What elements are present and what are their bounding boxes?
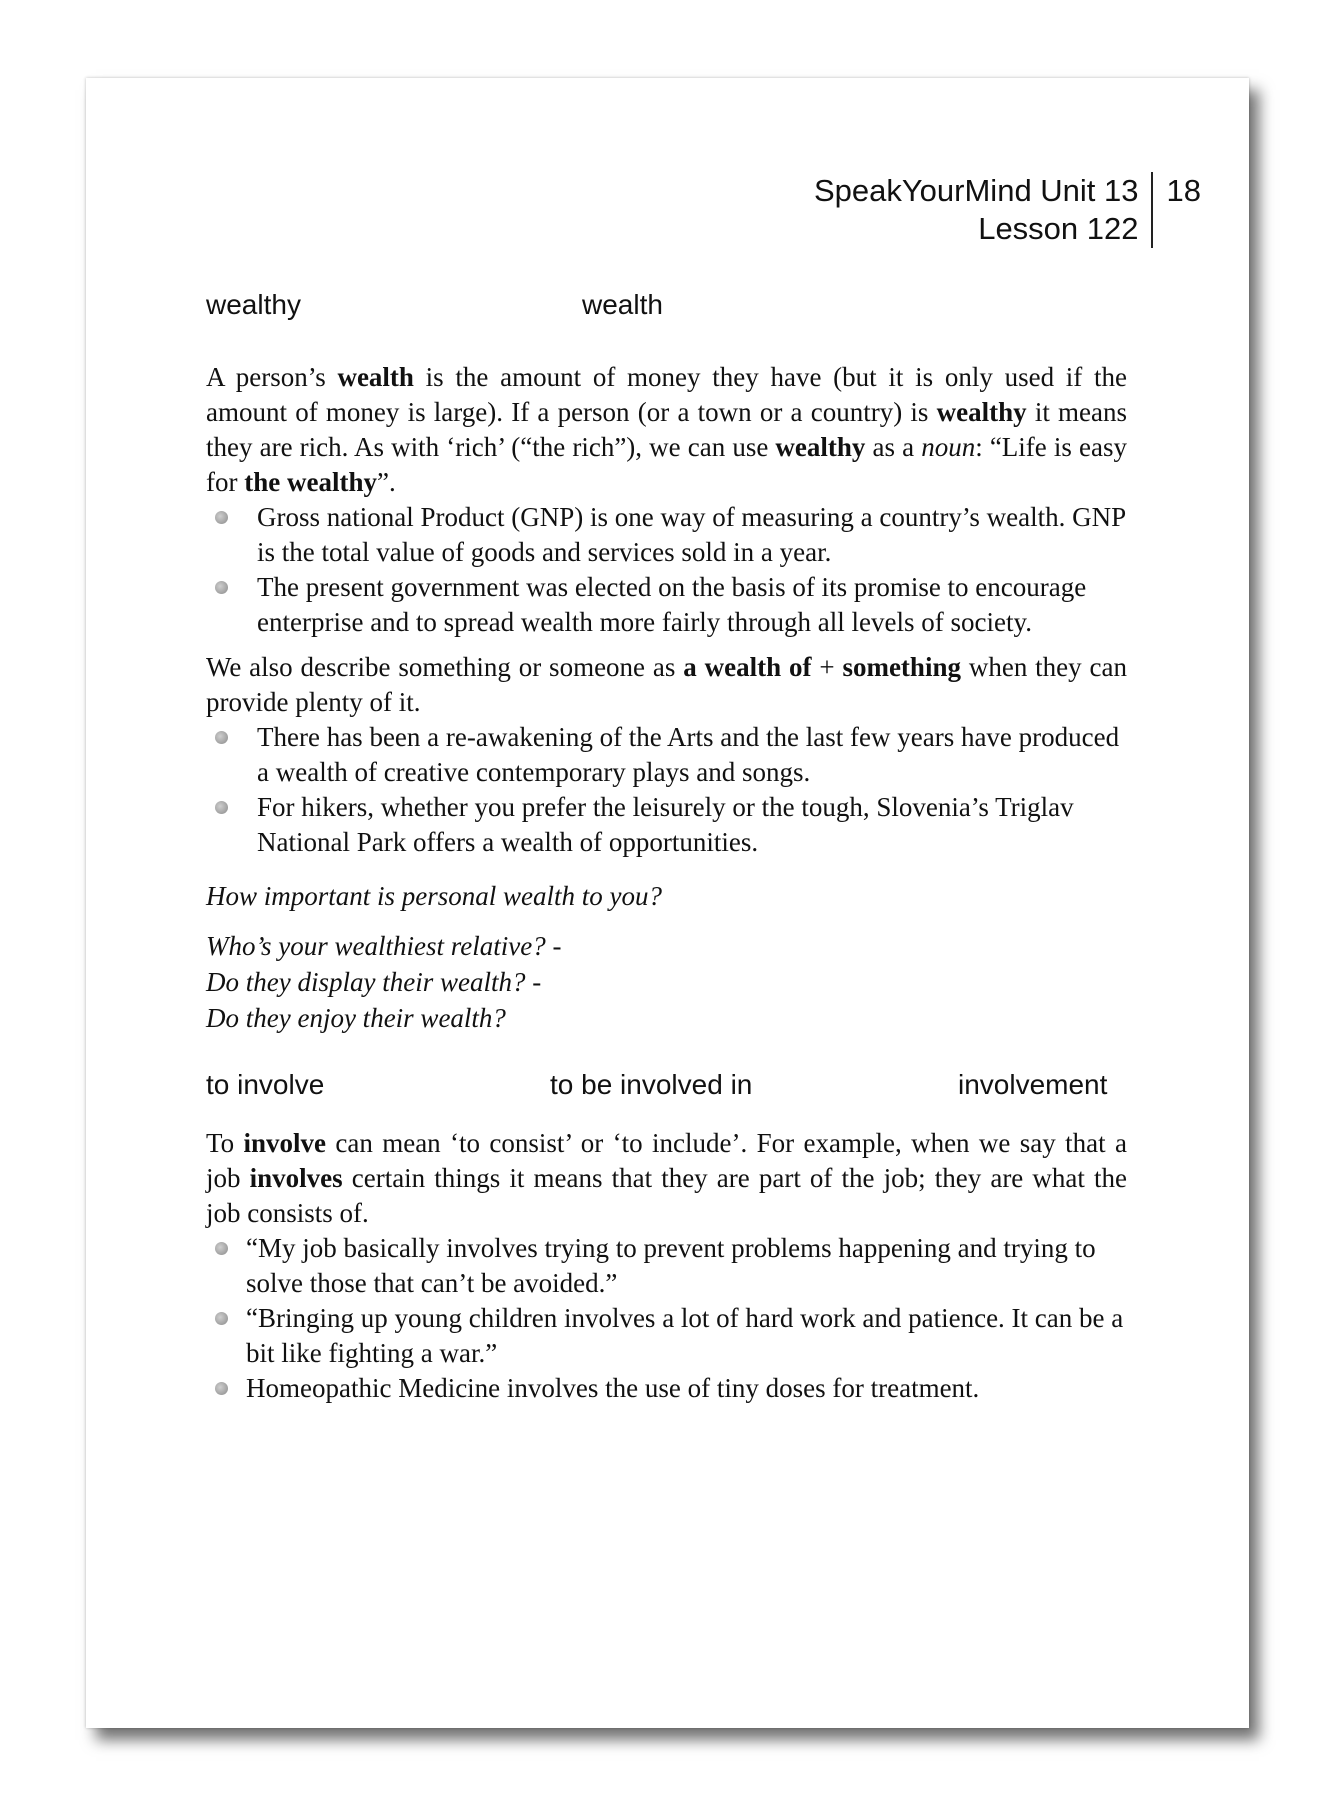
discussion-question: Do they enjoy their wealth? — [206, 1003, 506, 1033]
involve-examples — [206, 1231, 1127, 1406]
page-content — [206, 288, 1127, 1416]
list-item: The present government was elected on the basis of its promise to encourage enterprise and to spread wealth more fairly through all levels of society. — [206, 570, 1127, 640]
term-wealth: wealth — [582, 289, 663, 320]
term-to-be-involved-in: to be involved in — [550, 1069, 753, 1100]
wealth-of-examples — [206, 720, 1127, 860]
involve-definition: To involve can mean ‘to consist’ or ‘to include’. For example, when we say that a job involves certain things it means that they are part of the job; they are what the job consists of. — [206, 1128, 1127, 1228]
lesson-title: Lesson 122 — [978, 211, 1139, 246]
discussion-question: Do they display their wealth? - — [206, 967, 542, 997]
document-page — [86, 78, 1249, 1728]
header-titles — [814, 172, 1153, 248]
list-item: Homeopathic Medicine involves the use of tiny doses for treatment. — [206, 1371, 1127, 1406]
bullet-icon — [215, 1382, 228, 1395]
bullet-icon — [215, 1242, 228, 1255]
bullet-icon — [215, 801, 228, 814]
discussion-question: Who’s your wealthiest relative? - — [206, 931, 562, 961]
term-involvement: involvement — [958, 1069, 1108, 1100]
list-item: For hikers, whether you prefer the leisurely or the tough, Slovenia’s Triglav National Park offers a wealth of opportunities. — [206, 790, 1127, 860]
page-header — [814, 172, 1201, 248]
term-to-involve: to involve — [206, 1069, 325, 1100]
bullet-icon — [215, 581, 228, 594]
list-item: “Bringing up young children involves a lot of hard work and patience. It can be a bit like fighting a war.” — [206, 1301, 1127, 1371]
bullet-icon — [215, 731, 228, 744]
discussion-question: How important is personal wealth to you? — [206, 881, 663, 911]
term-row-involve — [206, 1068, 1127, 1108]
wealth-definition: A person’s wealth is the amount of money they have (but it is only used if the amount of money is large). If a person (or a town or a country) is wealthy it means they are rich. As with ‘rich’ (“the rich”), we can use wealthy as a noun: “Life is easy for the wealthy”. — [206, 362, 1127, 497]
wealth-of-definition: We also describe something or someone as a wealth of + something when they can provide plenty of it. — [206, 652, 1127, 717]
page-number: 18 — [1166, 173, 1201, 208]
term-wealthy: wealthy — [206, 289, 301, 320]
list-item: “My job basically involves trying to prevent problems happening and trying to solve those that can’t be avoided.” — [206, 1231, 1127, 1301]
list-item: Gross national Product (GNP) is one way of measuring a country’s wealth. GNP is the total value of goods and services sold in a year. — [206, 500, 1127, 570]
list-item: There has been a re-awakening of the Arts and the last few years have produced a wealth of creative contemporary plays and songs. — [206, 720, 1127, 790]
bullet-icon — [215, 511, 228, 524]
bullet-icon — [215, 1312, 228, 1325]
unit-title: SpeakYourMind Unit 13 — [813, 173, 1139, 208]
wealth-examples — [206, 500, 1127, 640]
term-row-wealth — [206, 288, 1127, 328]
